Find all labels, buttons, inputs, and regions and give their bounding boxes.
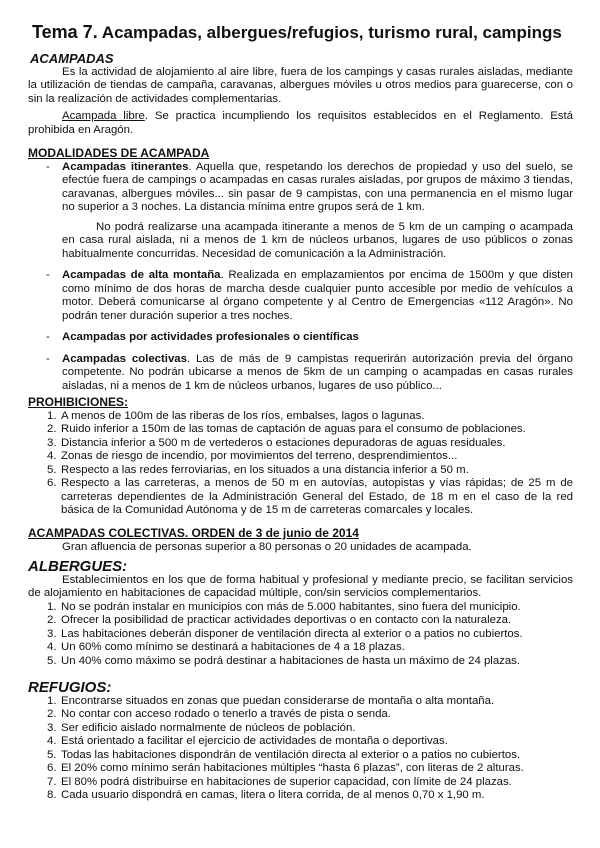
item-text: . Realizada en emplazamientos por encima de 1500m y que disten como mínimo de dos horas de marcha desde cualquier punto accesible por medio de vehículos a motor. Deberá comunicarse al órgano competente y al Centro de Emergencias «112 Aragón». No podrán tener duración superior a tres noches.	[62, 269, 573, 322]
section-prohibiciones	[28, 396, 573, 518]
item-number: 5.	[47, 654, 57, 667]
list-item	[28, 776, 573, 790]
item-number: 1.	[47, 694, 57, 707]
list-item	[28, 477, 573, 518]
heading-acampadas: ACAMPADAS	[30, 51, 114, 66]
itinerantes-note: No podrá realizarse una acampada itinerante a menos de 5 km de un camping o acampada en casa rural aislada, ni a menos de 1 km de núcleos urbanos, lugares de uso públicos o zonas habitualmente concurridas. Necesidad de comunicación a la Administración.	[62, 220, 573, 260]
item-number: 6.	[47, 477, 57, 489]
item-text: Respecto a las carreteras, a menos de 50 m en autovías, autopistas y vías rápidas; de 25 m de carreteras dependientes de la Administración General del Estado, de 18 m en el caso de la red básica de la Comunidad Autónoma y de 15 m de carreteras comarcales y locales.	[61, 477, 573, 516]
item-text: Ser edificio aislado normalmente de núcleos de población.	[61, 721, 356, 734]
list-item	[28, 708, 573, 722]
item-text: El 20% como mínimo serán habitaciones múltiples “hasta 6 plazas”, con literas de 2 alturas.	[61, 762, 524, 774]
colectivas-text: Gran afluencia de personas superior a 80 personas o 20 unidades de acampada.	[62, 540, 472, 553]
item-number: 3.	[47, 627, 57, 640]
page-title	[32, 22, 562, 42]
item-text: Las habitaciones deberán disponer de ventilación directa al exterior o a patios no cubiertos.	[61, 627, 523, 640]
item-text: . Aquella que, respetando los derechos de propiedad y uso del suelo, se efectúe fuera de campings o acampadas en casas rurales aisladas, por grupos de máximo 3 tiendas, caravanas, albergues móviles... sin pasar de 9 campistas, con una permanencia en el mismo lugar no superior a 3 noches. La distancia mínima entre grupos será de 1 km.	[62, 160, 573, 213]
list-item	[28, 450, 573, 464]
item-number: 1.	[47, 409, 57, 422]
refugios-list	[28, 695, 573, 803]
dash-marker: -	[46, 331, 50, 343]
item-number: 2.	[47, 708, 57, 720]
item-term: Acampadas colectivas	[62, 352, 187, 365]
list-item	[28, 722, 573, 736]
list-item	[28, 353, 573, 394]
item-number: 4.	[47, 641, 57, 653]
list-item	[28, 789, 573, 803]
list-item	[28, 161, 573, 262]
heading-colectivas: ACAMPADAS COLECTIVAS. ORDEN de 3 de junio de 2014	[28, 526, 359, 540]
item-number: 3.	[47, 721, 57, 734]
item-text: Todas las habitaciones dispondrán de ventilación directa al exterior o a patios no cubiertos.	[61, 748, 521, 761]
list-item	[28, 410, 573, 424]
dash-marker: -	[46, 269, 50, 281]
item-text: . Las de más de 9 campistas requerirán autorización previa del órgano competente. No podrán ubicarse a menos de 5km de un camping o acampadas en casas rurales aisladas, ni a menos de 1 km de núcleos urbanos, lugares de uso público...	[62, 352, 574, 392]
item-text: Cada usuario dispondrá en camas, litera o litera corrida, de al menos 0,70 x 1,90 m.	[61, 789, 485, 801]
item-number: 3.	[47, 436, 57, 449]
item-text: Está orientado a facilitar el ejercicio de actividades de montaña o deportivas.	[61, 735, 448, 747]
acampada-libre-term: Acampada libre	[62, 110, 145, 122]
section-acampadas	[28, 52, 573, 137]
item-text: Un 60% como mínimo se destinará a habitaciones de 4 a 18 plazas.	[61, 641, 405, 653]
item-text: Distancia inferior a 500 m de vertederos o estaciones depuradoras de aguas residuales.	[61, 436, 506, 449]
list-item	[28, 695, 573, 709]
list-item	[28, 423, 573, 437]
item-number: 8.	[47, 789, 57, 801]
item-number: 5.	[47, 463, 57, 476]
list-item	[28, 628, 573, 642]
heading-refugios: REFUGIOS:	[28, 679, 112, 696]
modalidades-list	[28, 161, 573, 394]
item-term: Acampadas de alta montaña	[62, 269, 221, 281]
list-item	[28, 464, 573, 478]
list-item	[28, 749, 573, 763]
item-number: 6.	[47, 762, 57, 774]
item-term: Acampadas itinerantes	[62, 160, 189, 173]
albergues-list	[28, 601, 573, 669]
section-refugios	[28, 681, 573, 803]
list-item	[28, 735, 573, 749]
item-number: 2.	[47, 423, 57, 435]
item-text: Respecto a las redes ferroviarias, en los situados a una distancia inferior a 50 m.	[61, 463, 469, 476]
heading-albergues: ALBERGUES:	[28, 558, 128, 575]
acampada-libre-paragraph	[28, 110, 573, 137]
albergues-intro: Establecimientos en los que de forma habitual y profesional y mediante precio, se facilitan servicios de alojamiento en habitaciones de capacidad múltiple, con/sin servicios complementarios.	[28, 573, 573, 599]
section-colectivas	[28, 527, 573, 554]
item-text: Encontrarse situados en zonas que puedan considerarse de montaña o alta montaña.	[61, 694, 495, 707]
item-text: Ruido inferior a 150m de las tomas de captación de aguas para el consumo de poblaciones.	[61, 423, 526, 435]
item-text: El 80% podrá distribuirse en habitaciones de superior capacidad, con límite de 24 plazas.	[61, 775, 512, 788]
item-number: 5.	[47, 748, 57, 761]
item-text: Un 40% como máximo se podrá destinar a habitaciones de hasta un máximo de 24 plazas.	[61, 654, 521, 667]
item-number: 1.	[47, 600, 57, 613]
heading-modalidades: MODALIDADES DE ACAMPADA	[28, 146, 210, 160]
dash-marker: -	[46, 160, 50, 173]
title-text: Acampadas, albergues/refugios, turismo rural, campings	[101, 23, 562, 42]
item-text: Zonas de riesgo de incendio, por movimientos del terreno, desprendimientos...	[61, 450, 458, 462]
section-albergues	[28, 560, 573, 668]
acampadas-intro: Es la actividad de alojamiento al aire libre, fuera de los campings y casas rurales aisladas, mediante la utilización de tiendas de campaña, caravanas, albergues móviles u otros medios para guarecerse, con o sin la realización de actividades complementarias.	[28, 65, 573, 105]
list-item	[28, 269, 573, 323]
acampada-libre-text: . Se practica incumpliendo los requisitos establecidos en el Reglamento. Está prohibida en Aragón.	[28, 110, 573, 136]
item-text: No contar con acceso rodado o tenerlo a través de pista o senda.	[61, 708, 391, 720]
heading-prohibiciones: PROHIBICIONES:	[28, 395, 129, 409]
item-number: 7.	[47, 775, 57, 788]
list-item	[28, 331, 573, 345]
list-item	[28, 437, 573, 451]
list-item	[28, 762, 573, 776]
section-modalidades	[28, 147, 573, 393]
list-item	[28, 655, 573, 669]
list-item	[28, 641, 573, 655]
item-text: No se podrán instalar en municipios con más de 5.000 habitantes, sino fuera del municipio.	[61, 600, 521, 613]
prohibiciones-list	[28, 410, 573, 518]
item-number: 4.	[47, 450, 57, 462]
dash-marker: -	[46, 352, 50, 365]
item-text: Ofrecer la posibilidad de practicar actividades deportivas o en contacto con la naturaleza.	[61, 614, 512, 626]
item-number: 4.	[47, 735, 57, 747]
list-item	[28, 614, 573, 628]
item-text: A menos de 100m de las riberas de los ríos, embalses, lagos o lagunas.	[61, 409, 425, 422]
list-item	[28, 601, 573, 615]
item-term: Acampadas por actividades profesionales o científicas	[62, 331, 359, 343]
item-number: 2.	[47, 614, 57, 626]
title-prefix: Tema 7.	[32, 22, 98, 42]
